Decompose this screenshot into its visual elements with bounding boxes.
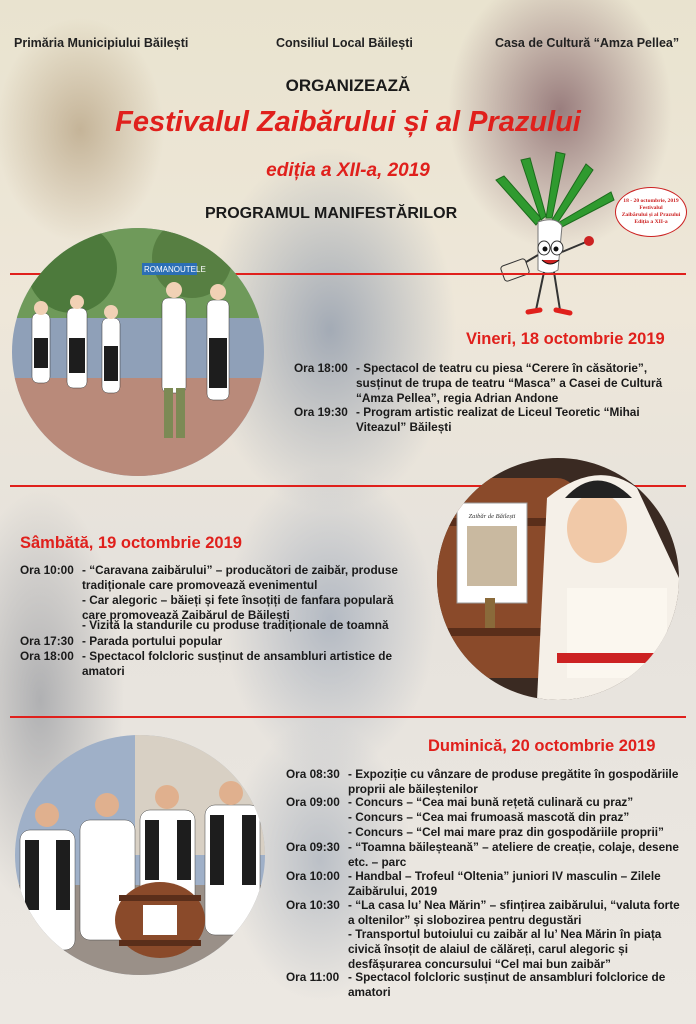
- event-time: Ora 08:30: [286, 767, 340, 781]
- event-time: Ora 10:30: [286, 898, 340, 912]
- bubble-line: 18 - 20 octombrie, 2019: [623, 198, 679, 204]
- event-time: Ora 18:00: [20, 649, 74, 663]
- organizer-culture-house: Casa de Cultură “Amza Pellea”: [495, 36, 680, 50]
- event-desc: - Parada portului popular: [82, 634, 223, 648]
- festival-title: Festivalul Zaibărului și al Prazului: [115, 106, 581, 138]
- day-title-saturday: Sâmbătă, 19 octombrie 2019: [20, 534, 242, 552]
- girl-with-barrel-photo: [437, 458, 679, 700]
- event-desc: - Program artistic realizat de Liceul Teoretic “Mihai Viteazul” Băilești: [356, 405, 640, 434]
- street-sign: ROMANOUTELE: [144, 265, 206, 274]
- organizes-heading: ORGANIZEAZĂ: [285, 76, 411, 95]
- organizer-city-hall: Primăria Municipiului Băilești: [14, 36, 189, 50]
- bubble-line: Zaibărului și al Prazului: [621, 212, 681, 218]
- barrel-label: Zaibăr de Băilești: [468, 513, 516, 520]
- day-title-friday: Vineri, 18 octombrie 2019: [466, 330, 665, 348]
- event-desc: - “Toamna băileșteană” – ateliere de creație, colaje, desene etc. – parc: [348, 840, 679, 869]
- leek-mascot-icon: [486, 150, 626, 325]
- event-time: Ora 18:00: [294, 361, 348, 375]
- men-with-barrel-photo: [15, 735, 265, 975]
- event-desc: - Car alegoric – băieți și fete însoțiți de fanfara populară care promovează Zaibărul de Băilești: [82, 593, 394, 622]
- event-desc: - Vizită la standurile cu produse tradiționale de toamnă: [82, 618, 389, 632]
- event-desc: - Spectacol folcloric susținut de ansambluri artistice de amatori: [82, 649, 393, 678]
- event-time: Ora 19:30: [294, 405, 348, 419]
- event-time: Ora 11:00: [286, 970, 340, 984]
- event-time: Ora 10:00: [20, 563, 74, 577]
- folk-dancers-photo: [12, 228, 264, 476]
- festival-edition: ediția a XII-a, 2019: [266, 160, 430, 181]
- event-desc: - “Caravana zaibărului” – producători de zaibăr, produse tradiționale care promovează evenimentul: [82, 563, 398, 592]
- event-desc: - Transportul butoiului cu zaibăr al lu’ Nea Mărin în piața civică însoțit de alaiul de călăreți, carul alegoric și desfășurarea concursului “Cel mai bun zaibăr”: [348, 927, 662, 971]
- mascot-speech-bubble: [615, 187, 687, 237]
- event-desc: - Concurs – “Cea mai bună rețetă culinară cu praz”: [348, 795, 634, 809]
- event-desc: - “La casa lu’ Nea Mărin” – sfințirea zaibărului, “valuta forte a oltenilor” și slobozirea pentru degustări: [348, 898, 680, 927]
- program-heading: PROGRAMUL MANIFESTĂRILOR: [205, 205, 458, 222]
- event-time: Ora 17:30: [20, 634, 74, 648]
- event-desc: - Spectacol de teatru cu piesa “Cerere în căsătorie”, susținut de trupa de teatru “Masca” a Casei de Cultură “Amza Pellea”, regia Adrian Andone: [356, 361, 663, 405]
- bubble-line: Festivalul: [639, 205, 663, 211]
- event-desc: - Concurs – “Cel mai mare praz din gospodăriile proprii”: [348, 825, 664, 839]
- event-desc: - Expoziție cu vânzare de produse pregătite în gospodăriile proprii ale băileștenilor: [348, 767, 679, 796]
- event-time: Ora 10:00: [286, 869, 340, 883]
- event-time: Ora 09:00: [286, 795, 340, 809]
- section-divider: [10, 716, 686, 718]
- event-time: Ora 09:30: [286, 840, 340, 854]
- organizer-local-council: Consiliul Local Băilești: [276, 36, 413, 50]
- day-title-sunday: Duminică, 20 octombrie 2019: [428, 737, 656, 755]
- bubble-line: Ediția a XII-a: [634, 219, 668, 225]
- event-desc: - Spectacol folcloric susținut de ansambluri folclorice de amatori: [348, 970, 666, 999]
- event-desc: - Handbal – Trofeul “Oltenia” juniori IV masculin – Zilele Zaibărului, 2019: [348, 869, 661, 898]
- event-desc: - Concurs – “Cea mai frumoasă mascotă din praz”: [348, 810, 630, 824]
